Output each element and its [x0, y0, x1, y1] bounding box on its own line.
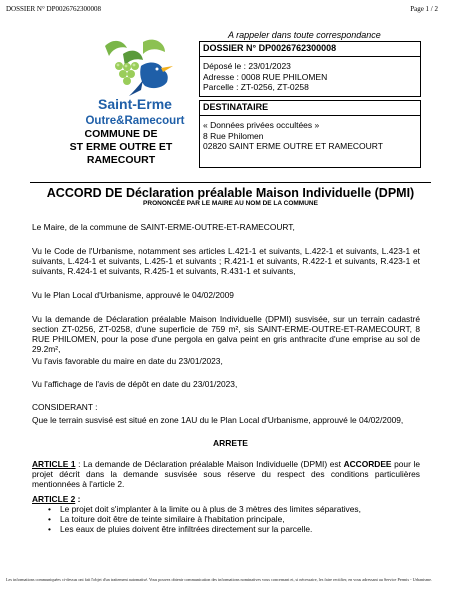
recipient-city: 02820 SAINT ERME OUTRE ET RAMECOURT	[203, 141, 383, 151]
article-1-label: ARTICLE 1	[32, 459, 76, 469]
commune-line-1: COMMUNE DE	[84, 128, 158, 140]
paragraph-affichage: Vu l'affichage de l'avis de dépôt en date du 23/01/2023,	[32, 379, 238, 389]
destinataire-box-header: DESTINATAIRE	[200, 101, 420, 116]
article-2-label: ARTICLE 2	[32, 494, 76, 504]
recipient-street: 8 Rue Philomen	[203, 130, 264, 141]
deposit-date: Déposé le : 23/01/2023	[203, 61, 291, 71]
paragraph-code-urbanisme: Vu le Code de l'Urbanisme, notamment ses articles L.421-1 et suivants, L.422-1 et suivants, L.423-1 et suivants, L.424-1 et suivants, L.425-1 et suivants ; R.421-1 et suivants, R.422-1 et suivants, R.423-1 et suivants, R.424-1 et suivants, R.425-1 et suivants, R.431-1 et suivants,	[32, 246, 420, 276]
recipient-name: « Données privées occultées »	[203, 120, 320, 130]
address: Adresse : 0008 RUE PHILOMEN	[203, 71, 328, 82]
running-header-page: Page 1 / 2	[410, 5, 438, 13]
document-subtitle: PRONONCÉE PAR LE MAIRE AU NOM DE LA COMMUNE	[143, 200, 318, 207]
logo-text-line2: Outre&Ramecourt	[85, 115, 185, 127]
dossier-box-header: DOSSIER N° DP0026762300008	[200, 42, 420, 57]
article-1-text-b: pour le projet décrit dans la demande susvisée sous réserve du respect des conditions particulières mentionnées à l'article 2.	[32, 459, 420, 489]
article-2-suffix: :	[75, 494, 81, 504]
condition-item: • Les eaux de pluies doivent être infiltrées directement sur la parcelle.	[60, 524, 420, 534]
commune-line-2: ST ERME OUTRE ET	[69, 141, 173, 153]
parcel: Parcelle : ZT-0256, ZT-0258	[203, 82, 309, 92]
article-1-text-a: : La demande de Déclaration préalable Maison Individuelle (DPMI) est	[75, 459, 344, 469]
article-1-accordee: ACCORDEE	[343, 459, 392, 469]
paragraph-maire: Le Maire, de la commune de SAINT-ERME-OUTRE-ET-RAMECOURT,	[32, 222, 295, 232]
title-divider	[30, 182, 431, 183]
commune-name	[36, 128, 206, 167]
logo-text-line1: Saint-Erme	[98, 96, 172, 112]
commune-line-3: RAMECOURT	[86, 154, 156, 166]
destinataire-box	[199, 100, 421, 168]
arrete-heading: ARRETE	[213, 438, 248, 448]
footer-notice: Les informations communiquées ci-dessus ont fait l'objet d'un traitement automatisé. Vous pouvez obtenir communication des informations nominatives vous concernant et, si nécessaire, les faire rectifier, en vous adressant au Service Permis - Urbanisme.	[6, 577, 432, 582]
logo-graphic	[83, 36, 188, 131]
correspondence-note: A rappeler dans toute correspondance	[228, 30, 381, 40]
document-title: ACCORD DE Déclaration préalable Maison Individuelle (DPMI)	[46, 186, 415, 200]
condition-item: • La toiture doit être de teinte similaire à l'habitation principale,	[60, 514, 420, 524]
paragraph-plu: Vu le Plan Local d'Urbanisme, approuvé le 04/02/2009	[32, 290, 234, 300]
paragraph-considerant: CONSIDERANT :	[32, 402, 98, 412]
paragraph-terrain: Que le terrain susvisé est situé en zone 1AU du le Plan Local d'Urbanisme, approuvé le 04/02/2009,	[32, 415, 404, 425]
commune-logo	[83, 36, 188, 131]
conditions-list	[32, 504, 420, 534]
paragraph-avis: Vu l'avis favorable du maire en date du 23/01/2023,	[32, 356, 223, 366]
running-header-dossier: DOSSIER N° DP0026762300008	[6, 5, 101, 13]
article-1	[32, 459, 420, 489]
condition-item: • Le projet doit s'implanter à la limite ou à plus de 3 mètres des limites séparatives,	[60, 504, 420, 514]
paragraph-demande: Vu la demande de Déclaration préalable Maison Individuelle (DPMI) susvisée, sur un terrain cadastré section ZT-0256, ZT-0258, d'une superficie de 759 m², sis SAINT-ERME-OUTRE-ET-RAMECOURT, 8 RUE PHILOMEN, pour la pose d'une pergola en galva peint en gris anthracite d'une emprise au sol de 29.2m²,	[32, 314, 420, 354]
dossier-box	[199, 41, 421, 97]
article-2	[32, 494, 420, 534]
